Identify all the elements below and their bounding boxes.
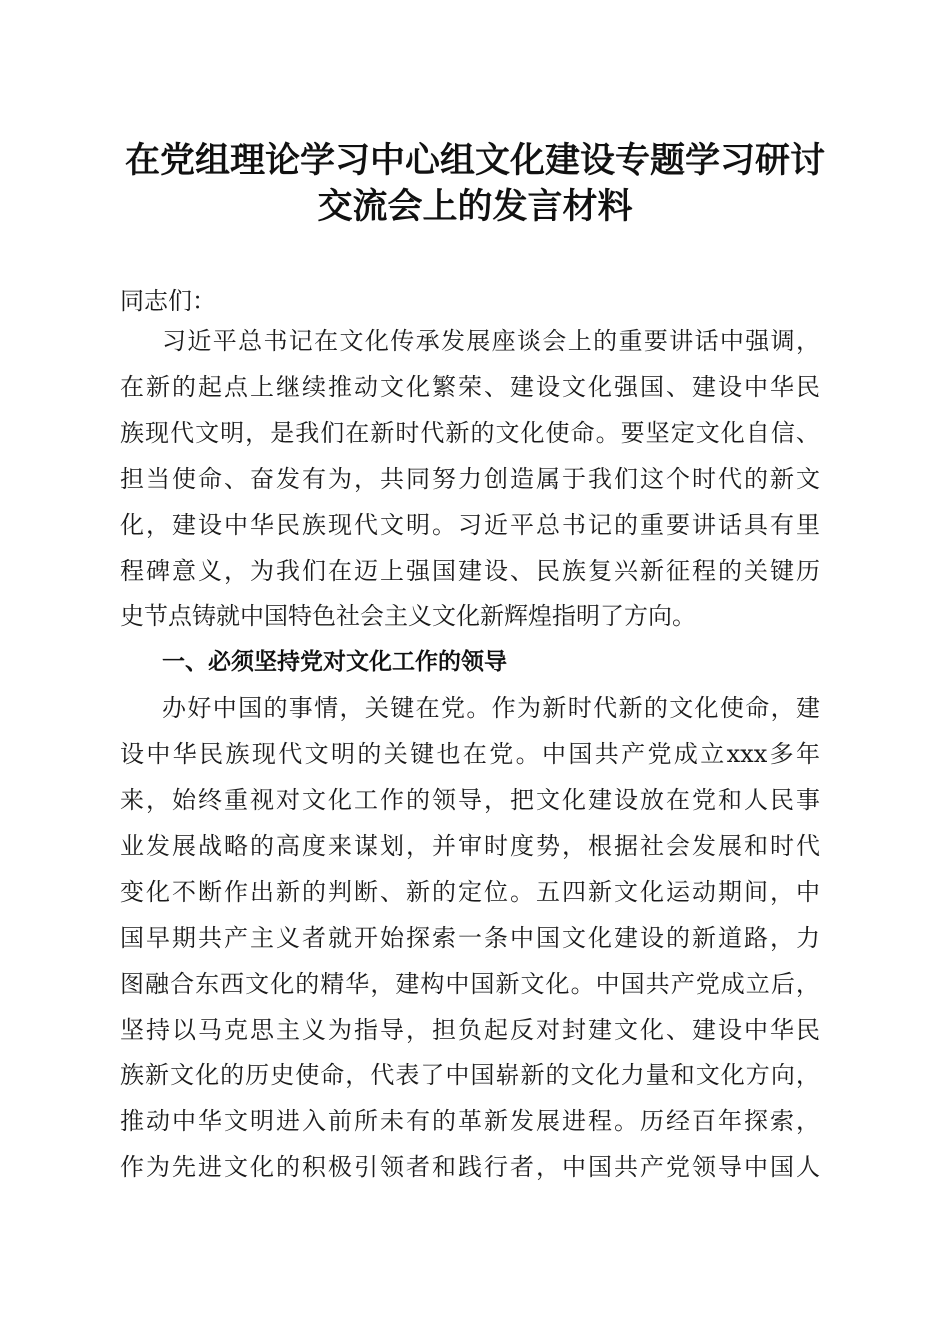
section-heading: 一、必须坚持党对文化工作的领导 — [162, 649, 507, 675]
paragraph-line: 业 发 展 战 略 的 高 度 来 谋 划 ， 并 审 时 度 势 ， 根 据 社 会 发 展 和 时 代 — [120, 832, 820, 860]
paragraph-line: 推 动 中 华 文 明 进 入 前 所 未 有 的 革 新 发 展 进 程 。 历 经 百 年 探 索 ， — [120, 1107, 820, 1135]
paragraph-line: 化 ， 建 设 中 华 民 族 现 代 文 明 。 习 近 平 总 书 记 的 重 要 讲 话 具 有 里 — [120, 511, 820, 539]
document-title-line-1: 在党组理论学习中心组文化建设专题学习研讨 — [124, 140, 825, 181]
paragraph-line: 族 现 代 文 明 ， 是 我 们 在 新 时 代 新 的 文 化 使 命 。 要 坚 定 文 化 自 信 、 — [120, 419, 820, 447]
paragraph-line: 在 新 的 起 点 上 继 续 推 动 文 化 繁 荣 、 建 设 文 化 强 国 、 建 设 中 华 民 — [120, 373, 820, 401]
paragraph-line: 国 早 期 共 产 主 义 者 就 开 始 探 索 一 条 中 国 文 化 建 设 的 新 道 路 ， 力 — [120, 924, 820, 952]
paragraph-line: 史节点铸就中国特色社会主义文化新辉煌指明了方向。 — [120, 602, 696, 630]
paragraph-line: 变 化 不 断 作 出 新 的 判 断 、 新 的 定 位 。 五 四 新 文 化 运 动 期 间 ， 中 — [120, 878, 820, 906]
paragraph-line: 习 近 平 总 书 记 在 文 化 传 承 发 展 座 谈 会 上 的 重 要 讲 话 中 强 调 ， — [162, 327, 820, 355]
document-title-line-2: 交流会上的发言材料 — [317, 186, 633, 227]
paragraph-line: 族 新 文 化 的 历 史 使 命 ， 代 表 了 中 国 崭 新 的 文 化 力 量 和 文 化 方 向 ， — [120, 1061, 820, 1089]
paragraph-line: 作 为 先 进 文 化 的 积 极 引 领 者 和 践 行 者 ， 中 国 共 产 党 领 导 中 国 人 — [120, 1153, 820, 1181]
paragraph-line: 程 碑 意 义 ， 为 我 们 在 迈 上 强 国 建 设 、 民 族 复 兴 新 征 程 的 关 键 历 — [120, 557, 820, 585]
paragraph-line: 坚 持 以 马 克 思 主 义 为 指 导 ， 担 负 起 反 对 封 建 文 化 、 建 设 中 华 民 — [120, 1016, 820, 1044]
paragraph-line: 来 ， 始 终 重 视 对 文 化 工 作 的 领 导 ， 把 文 化 建 设 放 在 党 和 人 民 事 — [120, 786, 820, 814]
paragraph-line: 设 中 华 民 族 现 代 文 明 的 关 键 也 在 党 。 中 国 共 产 党 成 立 xxx 多 年 — [120, 740, 820, 768]
paragraph-line: 担 当 使 命 、 奋 发 有 为 ， 共 同 努 力 创 造 属 于 我 们 这 个 时 代 的 新 文 — [120, 465, 820, 493]
paragraph-line: 图 融 合 东 西 文 化 的 精 华 ， 建 构 中 国 新 文 化 。 中 国 共 产 党 成 立 后 ， — [120, 970, 820, 998]
paragraph-line: 办 好 中 国 的 事 情 ， 关 键 在 党 。 作 为 新 时 代 新 的 文 化 使 命 ， 建 — [162, 694, 820, 722]
salutation: 同志们： — [120, 287, 216, 315]
